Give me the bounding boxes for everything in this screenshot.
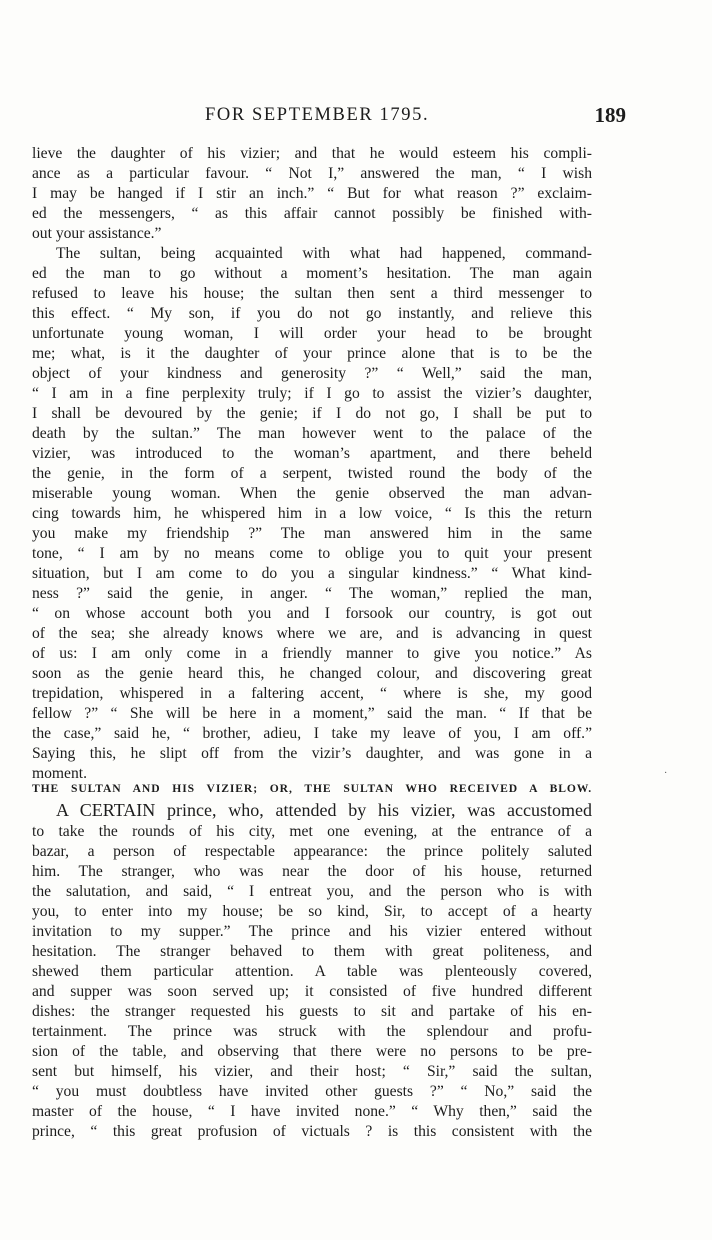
text-line: ed the messengers, “ as this affair cannot possibly be finished with- bbox=[32, 205, 592, 222]
text-line: dishes: the stranger requested his guests to sit and partake of his en- bbox=[32, 1003, 592, 1020]
text-line: A CERTAIN prince, who, attended by his vizier, was accustomed bbox=[56, 800, 592, 820]
text-line: bazar, a person of respectable appearance: the prince politely saluted bbox=[32, 843, 592, 860]
text-line: him. The stranger, who was near the door of his house, returned bbox=[32, 863, 592, 880]
text-line: refused to leave his house; the sultan then sent a third messenger to bbox=[32, 285, 592, 302]
text-line: of the sea; she already knows where we are, and is advancing in quest bbox=[32, 625, 592, 642]
text-line: I may be hanged if I stir an inch.” “ But for what reason ?” exclaim- bbox=[32, 185, 592, 202]
text-line: situation, but I am come to do you a singular kindness.” “ What kind- bbox=[32, 565, 592, 582]
text-line: “ you must doubtless have invited other guests ?” “ No,” said the bbox=[32, 1083, 592, 1100]
text-line: this effect. “ My son, if you do not go instantly, and relieve this bbox=[32, 305, 592, 322]
text-line: tertainment. The prince was struck with the splendour and profu- bbox=[32, 1023, 592, 1040]
text-line: the salutation, and said, “ I entreat you, and the person who is with bbox=[32, 883, 592, 900]
text-line: invitation to my supper.” The prince and his vizier entered without bbox=[32, 923, 592, 940]
text-line: prince, “ this great profusion of victuals ? is this consistent with the bbox=[32, 1123, 592, 1140]
text-line: you, to enter into my house; be so kind, Sir, to accept of a hearty bbox=[32, 903, 592, 920]
text-line: to take the rounds of his city, met one evening, at the entrance of a bbox=[32, 823, 592, 840]
text-line: trepidation, whispered in a faltering accent, “ where is she, my good bbox=[32, 685, 592, 702]
text-line: hesitation. The stranger behaved to them with great politeness, and bbox=[32, 943, 592, 960]
text-line: cing towards him, he whispered him in a low voice, “ Is this the return bbox=[32, 505, 592, 522]
text-line: out your assistance.” bbox=[32, 225, 162, 242]
section-heading: THE SULTAN AND HIS VIZIER; OR, THE SULTAN WHO RECEIVED A BLOW. bbox=[32, 782, 592, 795]
text-line: Saying this, he slipt off from the vizir’s daughter, and was gone in a bbox=[32, 745, 592, 762]
text-line: sent but himself, his vizier, and their host; “ Sir,” said the sultan, bbox=[32, 1063, 592, 1080]
text-line: lieve the daughter of his vizier; and that he would esteem his compli- bbox=[32, 145, 592, 162]
text-line: of us: I am only come in a friendly manner to give you notice.” As bbox=[32, 645, 592, 662]
text-line: tone, “ I am by no means come to oblige you to quit your present bbox=[32, 545, 592, 562]
text-line: object of your kindness and generosity ?” “ Well,” said the man, bbox=[32, 365, 592, 382]
text-line: vizier, was introduced to the woman’s apartment, and there beheld bbox=[32, 445, 592, 462]
text-line: you make my friendship ?” The man answered him in the same bbox=[32, 525, 592, 542]
text-line: “ I am in a fine perplexity truly; if I go to assist the vizier’s daughter, bbox=[32, 385, 592, 402]
running-title: FOR SEPTEMBER 1795. bbox=[205, 105, 430, 125]
page-number: 189 bbox=[594, 103, 626, 127]
text-line: fellow ?” “ She will be here in a moment,” said the man. “ If that be bbox=[32, 705, 592, 722]
text-line: and supper was soon served up; it consisted of five hundred different bbox=[32, 983, 592, 1000]
text-line: “ on whose account both you and I forsook our country, is got out bbox=[32, 605, 592, 622]
text-line: master of the house, “ I have invited none.” “ Why then,” said the bbox=[32, 1103, 592, 1120]
text-line: moment. bbox=[32, 765, 88, 782]
text-line: The sultan, being acquainted with what had happened, command- bbox=[56, 245, 592, 262]
text-line: the case,” said he, “ brother, adieu, I take my leave of you, I am off.” bbox=[32, 725, 592, 742]
text-line: shewed them particular attention. A table was plenteously covered, bbox=[32, 963, 592, 980]
text-line: ness ?” said the genie, in anger. “ The woman,” replied the man, bbox=[32, 585, 592, 602]
text-line: ance as a particular favour. “ Not I,” answered the man, “ I wish bbox=[32, 165, 592, 182]
print-speck: · bbox=[664, 768, 668, 779]
text-line: death by the sultan.” The man however went to the palace of the bbox=[32, 425, 592, 442]
text-line: sion of the table, and observing that there were no persons to be pre- bbox=[32, 1043, 592, 1060]
text-line: unfortunate young woman, I will order your head to be brought bbox=[32, 325, 592, 342]
text-line: me; what, is it the daughter of your prince alone that is to be the bbox=[32, 345, 592, 362]
text-line: soon as the genie heard this, he changed colour, and discovering great bbox=[32, 665, 592, 682]
text-line: I shall be devoured by the genie; if I do not go, I shall be put to bbox=[32, 405, 592, 422]
text-line: the genie, in the form of a serpent, twisted round the body of the bbox=[32, 465, 592, 482]
text-line: ed the man to go without a moment’s hesitation. The man again bbox=[32, 265, 592, 282]
text-line: miserable young woman. When the genie observed the man advan- bbox=[32, 485, 592, 502]
running-head bbox=[30, 105, 626, 131]
